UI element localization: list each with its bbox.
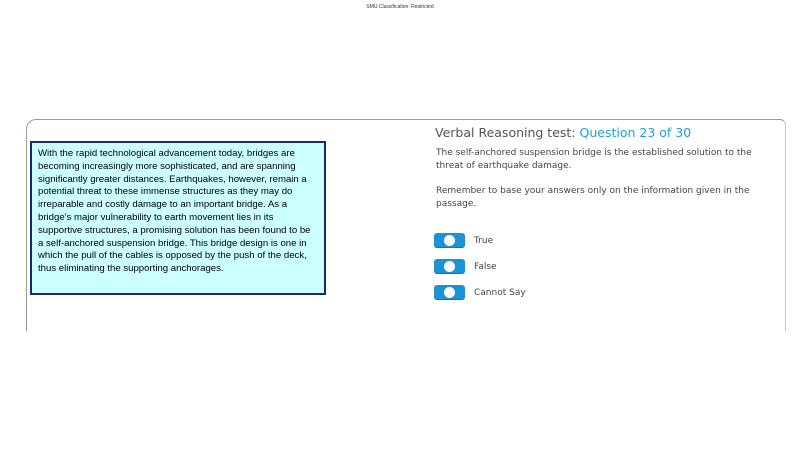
radio-toggle-icon[interactable] (434, 285, 465, 300)
option-cannot-say[interactable] (434, 285, 526, 300)
option-label: Cannot Say (474, 287, 526, 298)
passage-box (30, 141, 326, 295)
radio-toggle-icon[interactable] (434, 233, 465, 248)
passage-text: With the rapid technological advancement today, bridges are becoming increasingly more sophisticated, and are spanning significantly greater distances. Earthquakes, however, remain a potential threat to these immense structures as they may do irreparable and costly damage to an important bridge. As a bridge's major vulnerability to earth movement lies in its supportive structures, a promising solution has been found to be a self-anchored suspension bridge. This bridge design is one in which the pull of the cables is opposed by the push of the deck, thus eliminating the supporting anchorages. (38, 148, 311, 275)
option-true[interactable] (434, 233, 493, 248)
question-statement: The self-anchored suspension bridge is the established solution to the threat of earthquake damage. (436, 148, 752, 171)
option-label: True (474, 235, 494, 246)
classification-label: SMU Classification: Restricted (366, 4, 434, 10)
option-false[interactable] (434, 259, 497, 274)
question-header (435, 125, 691, 140)
option-label: False (474, 261, 497, 272)
radio-toggle-icon[interactable] (434, 259, 465, 274)
instruction-text: Remember to base your answers only on the information given in the passage. (436, 186, 750, 209)
question-number: Question 23 of 30 (579, 125, 692, 140)
test-name: Verbal Reasoning test: (435, 125, 576, 140)
